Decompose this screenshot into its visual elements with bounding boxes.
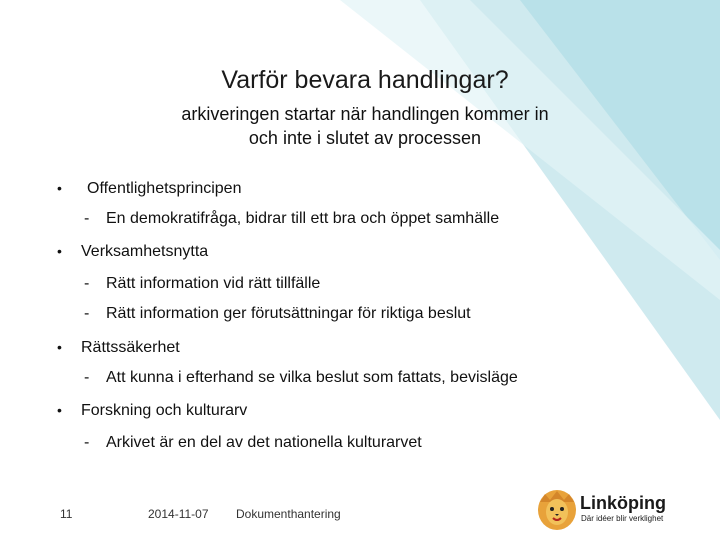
sub-dash: - [84,275,90,292]
logo-name: Linköping [580,493,666,513]
sub-label: En demokratifråga, bidrar till ett bra och öppet samhälle [106,210,500,227]
page-number: 11 [60,507,73,521]
slide-title: Varför bevara handlingar? [221,66,509,94]
sub-dash: - [84,369,90,386]
sub-label: Rätt information ger förutsättningar för riktiga beslut [106,305,471,322]
bullet-label: Verksamhetsnytta [81,243,209,260]
sub-label: Arkivet är en del av det nationella kulturarvet [106,434,422,451]
footer-date: 2014-11-07 [148,507,209,521]
sub-dash: - [84,434,90,451]
subtitle-line-2: och inte i slutet av processen [248,128,482,148]
bullet-dot: • [57,339,62,355]
bullet-dot: • [57,402,62,418]
subtitle-line-1: arkiveringen startar när handlingen kommer in [181,104,549,124]
bullet-label: Forskning och kulturarv [81,402,248,419]
logo-tagline: Där idéer blir verklighet [581,514,664,523]
bullet-dot: • [57,180,62,196]
bullet-label: Rättssäkerhet [81,339,180,356]
lion-head-icon [536,488,578,532]
sub-label: Rätt information vid rätt tillfälle [106,275,321,292]
sub-dash: - [84,305,90,322]
sub-dash: - [84,210,90,227]
slide-subtitle [140,102,590,150]
sub-label: Att kunna i efterhand se vilka beslut som fattats, bevisläge [106,369,518,386]
bullet-dot: • [57,243,62,259]
footer-section: Dokumenthantering [236,507,341,521]
bullet-label: Offentlighetsprincipen [87,180,242,197]
